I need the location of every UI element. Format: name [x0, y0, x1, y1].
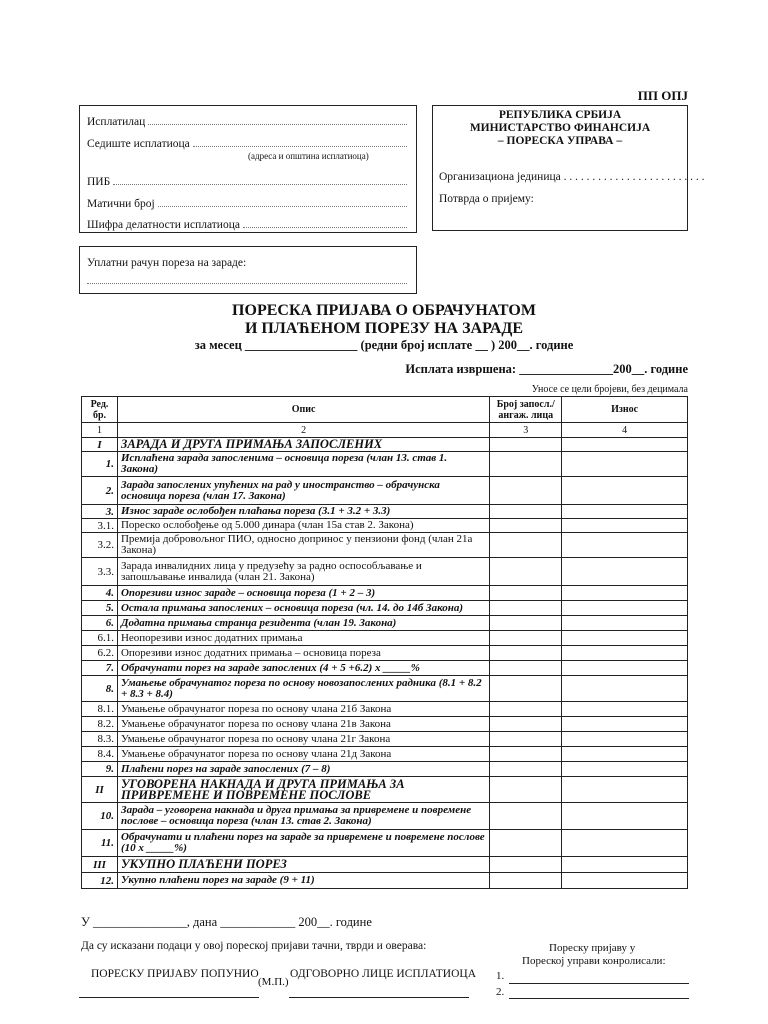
- row-number: 8.1.: [82, 702, 118, 717]
- amount-cell[interactable]: [562, 601, 688, 616]
- place-date-line[interactable]: У _______________, дана ____________ 200__. године: [81, 915, 372, 929]
- amount-cell[interactable]: [562, 558, 688, 586]
- table-row: [82, 586, 688, 601]
- employee-count-cell[interactable]: [490, 661, 562, 676]
- controller-1-number: 1.: [496, 970, 505, 982]
- employee-count-cell[interactable]: [490, 601, 562, 616]
- table-row: [82, 661, 688, 676]
- employee-count-cell[interactable]: [490, 631, 562, 646]
- row-description: Умањење обрачунатог пореза по основу новозапослених радника (8.1 + 8.2 + 8.3 + 8.4): [117, 676, 489, 702]
- row-number: 1.: [82, 452, 118, 477]
- table-row: [82, 777, 688, 803]
- responsible-signature-line[interactable]: [289, 997, 469, 998]
- table-row: [82, 477, 688, 505]
- controller-2-number: 2.: [496, 986, 505, 998]
- table-row: [82, 830, 688, 857]
- controller-2-signature-line[interactable]: [509, 998, 689, 999]
- row-description: Опорезиви износ зараде – основица пореза (1 + 2 – 3): [117, 586, 489, 601]
- row-description: Плаћени порез на зараде запослених (7 – 8): [117, 762, 489, 777]
- payment-account-box[interactable]: [79, 246, 417, 294]
- amount-cell[interactable]: [562, 777, 688, 803]
- units-note: Уносе се цели бројеви, без децимала: [531, 384, 688, 395]
- amount-cell[interactable]: [562, 676, 688, 702]
- form-code: ПП ОПЈ: [637, 88, 688, 103]
- row-number: 12.: [82, 873, 118, 889]
- form-title-line1: ПОРЕСКА ПРИЈАВА О ОБРАЧУНАТОМ: [232, 302, 536, 319]
- employee-count-cell[interactable]: [490, 533, 562, 558]
- row-number: 2.: [82, 477, 118, 505]
- row-number: 8.2.: [82, 717, 118, 732]
- receipt-confirmation: Потврда о пријему:: [439, 193, 534, 205]
- controlled-label-1: Пореску пријаву у: [549, 942, 636, 954]
- header-count: Број запосл./ ангаж. лица: [490, 397, 562, 423]
- row-number: 3.1.: [82, 519, 118, 533]
- row-description: Остала примања запослених – основица пореза (чл. 14. до 14б Закона): [117, 601, 489, 616]
- amount-cell[interactable]: [562, 732, 688, 747]
- row-description: УГОВОРЕНА НАКНАДА И ДРУГА ПРИМАЊА ЗА ПРИВРЕМЕНЕ И ПОВРЕМЕНЕ ПОСЛОВЕ: [117, 777, 489, 803]
- payer-label: Исплатилац: [87, 116, 146, 128]
- amount-cell[interactable]: [562, 747, 688, 762]
- col-number: 3: [490, 423, 562, 438]
- employee-count-cell[interactable]: [490, 558, 562, 586]
- row-description: Зарада запослених упућених на рад у иностранство – обрачунска основица пореза (члан 17. Закона): [117, 477, 489, 505]
- table-row: [82, 631, 688, 646]
- filled-by-label: ПОРЕСКУ ПРИЈАВУ ПОПУНИО: [91, 968, 259, 980]
- employee-count-cell[interactable]: [490, 616, 562, 631]
- tax-admin-label: – ПОРЕСКА УПРАВА –: [497, 135, 623, 147]
- row-description: Пореско ослобођење од 5.000 динара (члан 15а став 2. Закона): [117, 519, 489, 533]
- activity-code-field[interactable]: [87, 218, 407, 231]
- table-row: [82, 676, 688, 702]
- org-unit-field[interactable]: Организациона јединица . . . . . . . . . . . . . . . . . . . . . . . . .: [439, 171, 705, 183]
- row-number: 8.: [82, 676, 118, 702]
- row-description: Износ зараде ослобођен плаћања пореза (3.1 + 3.2 + 3.3): [117, 505, 489, 519]
- row-number: 7.: [82, 661, 118, 676]
- tax-authority-box: [432, 105, 705, 231]
- employee-count-cell[interactable]: [490, 646, 562, 661]
- row-number: 9.: [82, 762, 118, 777]
- table-row: [82, 601, 688, 616]
- employee-count-cell[interactable]: [490, 586, 562, 601]
- employee-count-cell[interactable]: [490, 803, 562, 830]
- row-description: Умањење обрачунатог пореза по основу члана 21г Закона: [117, 732, 489, 747]
- seat-label: Седиште исплатиоца: [87, 138, 190, 150]
- seal-label: (М.П.): [258, 976, 289, 988]
- row-description: Укупно плаћени порез на зараде (9 + 11): [117, 873, 489, 889]
- row-number: III: [82, 857, 118, 873]
- employee-count-cell[interactable]: [490, 777, 562, 803]
- employee-count-cell[interactable]: [490, 438, 562, 452]
- table-row: [82, 438, 688, 452]
- row-description: ЗАРАДА И ДРУГА ПРИМАЊА ЗАПОСЛЕНИХ: [117, 438, 489, 452]
- row-number: II: [82, 777, 118, 803]
- controller-1-signature-line[interactable]: [509, 983, 689, 984]
- amount-cell[interactable]: [562, 762, 688, 777]
- payer-info-box: [79, 105, 417, 233]
- tax-table: [81, 396, 688, 889]
- employee-count-cell[interactable]: [490, 873, 562, 889]
- amount-cell[interactable]: [562, 438, 688, 452]
- pib-label: ПИБ: [87, 176, 111, 188]
- col-number: 1: [82, 423, 118, 438]
- table-row: [82, 558, 688, 586]
- row-description: Премија добровољног ПИО, односно допринос у пензиони фонд (члан 21а Закона): [117, 533, 489, 558]
- amount-cell[interactable]: [562, 616, 688, 631]
- amount-cell[interactable]: [562, 803, 688, 830]
- form-subtitle: за месец __________________ (редни број исплате __ ) 200__. године: [194, 338, 574, 352]
- row-description: Опорезиви износ додатних примања – основица пореза: [117, 646, 489, 661]
- table-row: [82, 857, 688, 873]
- employee-count-cell[interactable]: [490, 702, 562, 717]
- amount-cell[interactable]: [562, 830, 688, 857]
- row-number: 6.: [82, 616, 118, 631]
- table-row: [82, 803, 688, 830]
- row-number: I: [82, 438, 118, 452]
- employee-count-cell[interactable]: [490, 505, 562, 519]
- row-description: Умањење обрачунатог пореза по основу члана 21в Закона: [117, 717, 489, 732]
- amount-cell[interactable]: [562, 505, 688, 519]
- row-number: 8.4.: [82, 747, 118, 762]
- row-number: 3.2.: [82, 533, 118, 558]
- row-description: Додатна примања странца резидента (члан 19. Закона): [117, 616, 489, 631]
- amount-cell[interactable]: [562, 857, 688, 873]
- amount-cell[interactable]: [562, 477, 688, 505]
- row-number: 3.3.: [82, 558, 118, 586]
- pib-field[interactable]: [87, 175, 407, 188]
- amount-cell[interactable]: [562, 586, 688, 601]
- amount-cell[interactable]: [562, 631, 688, 646]
- table-row: [82, 646, 688, 661]
- payer-field[interactable]: [87, 115, 407, 128]
- seat-hint: (адреса и општина исплатиоца): [248, 151, 369, 161]
- payment-made-line[interactable]: Исплата извршена: _______________200__. године: [405, 362, 688, 376]
- row-description: Зарада инвалидних лица у предузећу за радно оспособљавање и запошљавање инвалида (члан 21. Закона): [117, 558, 489, 586]
- employee-count-cell[interactable]: [490, 717, 562, 732]
- amount-cell[interactable]: [562, 452, 688, 477]
- row-number: 6.2.: [82, 646, 118, 661]
- employee-count-cell[interactable]: [490, 477, 562, 505]
- row-number: 3.: [82, 505, 118, 519]
- form-title-line2: И ПЛАЋЕНОМ ПОРЕЗУ НА ЗАРАДЕ: [244, 320, 524, 337]
- reg-number-field[interactable]: [87, 197, 407, 210]
- row-description: Обрачунати порез на зараде запослених (4 + 5 +6.2) х _____%: [117, 661, 489, 676]
- table-row: [82, 533, 688, 558]
- row-number: 8.3.: [82, 732, 118, 747]
- table-row: [82, 505, 688, 519]
- row-description: УКУПНО ПЛАЋЕНИ ПОРЕЗ: [117, 857, 489, 873]
- amount-cell[interactable]: [562, 717, 688, 732]
- header-desc: Опис: [117, 397, 489, 423]
- col-number: 2: [117, 423, 489, 438]
- row-description: Умањење обрачунатог пореза по основу члана 21д Закона: [117, 747, 489, 762]
- header-amount: Износ: [562, 397, 688, 423]
- row-number: 6.1.: [82, 631, 118, 646]
- amount-cell[interactable]: [562, 533, 688, 558]
- amount-cell[interactable]: [562, 661, 688, 676]
- seat-field[interactable]: [87, 137, 407, 150]
- controlled-label-2: Пореској управи конролисали:: [522, 955, 666, 967]
- employee-count-cell[interactable]: [490, 519, 562, 533]
- table-row: [82, 702, 688, 717]
- employee-count-cell[interactable]: [490, 747, 562, 762]
- row-description: Неопорезиви износ додатних примања: [117, 631, 489, 646]
- table-row: [82, 519, 688, 533]
- row-description: Зарада – уговорена накнада и друга примања за привремене и повремене послове – основица пореза (члан 13. став 2. Закона): [117, 803, 489, 830]
- ministry-label: МИНИСТАРСТВО ФИНАНСИЈА: [469, 122, 651, 134]
- responsible-person-label: ОДГОВОРНО ЛИЦЕ ИСПЛАТИОЦА: [290, 968, 477, 980]
- republic-label: РЕПУБЛИКА СРБИЈА: [498, 109, 622, 121]
- row-number: 11.: [82, 830, 118, 857]
- table-row: [82, 732, 688, 747]
- amount-cell[interactable]: [562, 646, 688, 661]
- row-number: 5.: [82, 601, 118, 616]
- row-number: 4.: [82, 586, 118, 601]
- employee-count-cell[interactable]: [490, 830, 562, 857]
- table-row: [82, 747, 688, 762]
- row-description: Исплаћена зарада запосленима – основица пореза (члан 13. став 1. Закона): [117, 452, 489, 477]
- col-number: 4: [562, 423, 688, 438]
- employee-count-cell[interactable]: [490, 676, 562, 702]
- table-row: [82, 762, 688, 777]
- employee-count-cell[interactable]: [490, 857, 562, 873]
- row-description: Обрачунати и плаћени порез на зараде за привремене и повремене послове (10 х _____%): [117, 830, 489, 857]
- amount-cell[interactable]: [562, 519, 688, 533]
- filled-by-signature-line[interactable]: [79, 997, 259, 998]
- header-no: Ред. бр.: [82, 397, 118, 423]
- table-row: [82, 717, 688, 732]
- activity-code-label: Шифра делатности исплатиоца: [87, 219, 240, 231]
- row-description: Умањење обрачунатог пореза по основу члана 21б Закона: [117, 702, 489, 717]
- table-row: [82, 616, 688, 631]
- payment-account-label: Уплатни рачун пореза на зараде:: [87, 257, 247, 269]
- employee-count-cell[interactable]: [490, 762, 562, 777]
- declaration-text: Да су исказани подаци у овој пореској пријави тачни, тврди и оверава:: [81, 940, 427, 952]
- amount-cell[interactable]: [562, 873, 688, 889]
- reg-number-label: Матични број: [87, 198, 155, 210]
- row-number: 10.: [82, 803, 118, 830]
- amount-cell[interactable]: [562, 702, 688, 717]
- employee-count-cell[interactable]: [490, 452, 562, 477]
- table-row: [82, 873, 688, 889]
- table-row: [82, 452, 688, 477]
- employee-count-cell[interactable]: [490, 732, 562, 747]
